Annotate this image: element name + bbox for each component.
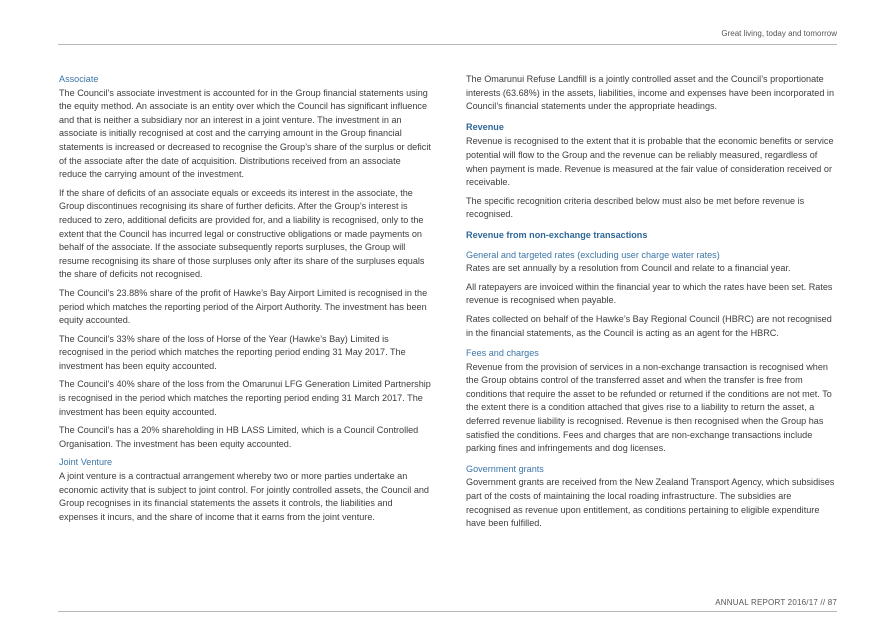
landfill-paragraph: The Omarunui Refuse Landfill is a jointly controlled asset and the Council’s proportionate interests (63.68%) in the assets, liabilities, income and expenses have been incorporated in Council’s financial statements under the appropriate headings.	[466, 74, 835, 112]
fees-heading: Fees and charges	[466, 348, 539, 359]
revenue-paragraph: Revenue is recognised to the extent that it is probable that the economic benefits or service potential will flow to the Group and the revenue can be reliably measured, regardless of when payment is made. Revenue is measured at the fair value of consideration received or receivable.	[466, 136, 834, 188]
left-column	[59, 73, 431, 529]
grants-paragraph: Government grants are received from the New Zealand Transport Agency, which subsidises part of the costs of maintaining the local roading infrastructure. The subsidies are recognised as revenue upon entitlement, as conditions pertaining to eligible expenditure have been fulfilled.	[466, 477, 835, 529]
joint-venture-heading: Joint Venture	[59, 457, 113, 468]
associate-paragraph: The Council’s has a 20% shareholding in HB LASS Limited, which is a Council Controlled Organisation. The investment has been equity accounted.	[59, 425, 419, 449]
rates-paragraph: Rates are set annually by a resolution from Council and relate to a financial year.	[466, 263, 791, 274]
rates-paragraph: Rates collected on behalf of the Hawke’s Bay Regional Council (HBRC) are not recognised in the financial statements, as the Council is acting as an agent for the HBRC.	[466, 313, 832, 338]
associate-paragraph: The Council’s 40% share of the loss from the Omarunui LFG Generation Limited Partnership is recognised in the period which matches the reporting period ending 31 March 2017. The investment has been equity accounted.	[59, 379, 431, 417]
associate-paragraph: The Council’s associate investment is accounted for in the Group financial statements using the equity method. An associate is an entity over which the Council has significant influence and that is neither a subsidiary nor an interest in a joint venture. The investment in an associate is initially recognised at cost and the carrying amount in the Group financial statements is increased or decreased to recognise the Group’s share of the surplus or deficit of the associate after the date of acquisition. Distributions received from an associate reduce the carrying amount of the investment.	[59, 87, 431, 180]
right-column	[466, 73, 838, 536]
associate-paragraph: If the share of deficits of an associate equals or exceeds its interest in the associate, the Group discontinues recognising its share of further deficits. After the Group’s interest is reduced to zero, additional deficits are provided for, and a liability is recognised, only to the extent that the Council has incurred legal or constructive obligations or made payments on behalf of the associate. If the associate subsequently reports surpluses, the Group will resume recognising its share of those surpluses only after its share of the surpluses equals the share of deficits not recognised.	[59, 187, 425, 280]
joint-venture-paragraph: A joint venture is a contractual arrangement whereby two or more parties undertake an economic activity that is subject to joint control. For jointly controlled assets, the Council and Group recognises in its financial statements the assets it controls, the liabilities and expenses it incurs, and the share of income that it earns from the joint venture.	[59, 471, 429, 522]
associate-paragraph: The Council’s 23.88% share of the profit of Hawke’s Bay Airport Limited is recognised in the period which matches the reporting period of the Airport Authority. The investment has been equity accounted.	[59, 287, 428, 326]
rates-paragraph: All ratepayers are invoiced within the financial year to which the rates have been set. Rates revenue is recognised when payable.	[466, 281, 833, 306]
fees-paragraph: Revenue from the provision of services in a non-exchange transaction is recognised when the Group obtains control of the transferred asset and when the transfer is free from conditions that require the asset to be refunded or returned if the conditions are not met. To the extent there is a condition attached that gives rise to a liability to return the asset, a deferred revenue liability is recognised. Revenue is then recognised when the Group has satisfied the conditions. Fees and charges that are non-exchange transactions include parking fines and infringements and dog licenses.	[466, 361, 832, 454]
associate-heading: Associate	[59, 74, 99, 84]
revenue-paragraph: The specific recognition criteria described below must also be met before revenue is recognised.	[466, 195, 805, 220]
page-footer-label: ANNUAL REPORT 2016/17 // 87	[715, 598, 837, 607]
rates-heading: General and targeted rates (excluding user charge water rates)	[466, 249, 720, 260]
revenue-heading: Revenue	[466, 121, 504, 132]
page-header-tagline: Great living, today and tomorrow	[721, 29, 837, 38]
non-exchange-heading: Revenue from non-exchange transactions	[466, 229, 648, 240]
footer-divider	[58, 611, 837, 612]
header-divider	[58, 44, 837, 45]
associate-paragraph: The Council’s 33% share of the loss of Horse of the Year (Hawke’s Bay) Limited is recognised in the period which matches the reporting period ending 31 May 2017. The investment has been equity accounted.	[59, 333, 406, 371]
grants-heading: Government grants	[466, 463, 544, 474]
